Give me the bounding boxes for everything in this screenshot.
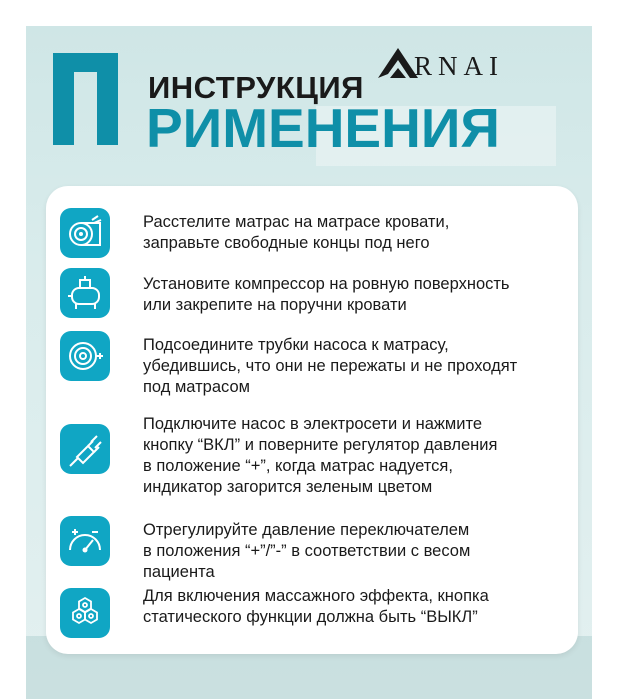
- mattress-roll-icon: [60, 208, 110, 258]
- instructions-card: [46, 186, 578, 654]
- step-line: в положения “+”/”-” в соответствии с весом: [143, 542, 471, 560]
- step-line: под матрасом: [143, 378, 250, 396]
- compressor-icon: [60, 268, 110, 318]
- step-2-text: [143, 274, 573, 316]
- step-6-text: [143, 586, 573, 628]
- logo-text: RNAI: [414, 51, 504, 81]
- title-line-2: РИМЕНЕНИЯ: [146, 97, 500, 159]
- step-4-text: [143, 414, 573, 498]
- massage-cells-icon: [60, 588, 110, 638]
- step-line: в положение “+”, когда матрас надуется,: [143, 457, 453, 475]
- step-5-text: [143, 520, 573, 583]
- step-3-text: [143, 335, 573, 398]
- step-line: Установите компрессор на ровную поверхность: [143, 275, 510, 293]
- pressure-gauge-icon: [60, 516, 110, 566]
- power-plug-icon: [60, 424, 110, 474]
- step-line: статического функции должна быть “ВЫКЛ”: [143, 608, 478, 626]
- step-line: Для включения массажного эффекта, кнопка: [143, 587, 489, 605]
- step-line: Подсоедините трубки насоса к матрасу,: [143, 336, 449, 354]
- step-line: пациента: [143, 563, 215, 581]
- step-line: индикатор загорится зеленым цветом: [143, 478, 433, 496]
- big-letter-p: [53, 53, 118, 145]
- hose-icon: [60, 331, 110, 381]
- step-1-text: [143, 212, 573, 254]
- step-line: кнопку “ВКЛ” и поверните регулятор давления: [143, 436, 498, 454]
- step-line: убедившись, что они не пережаты и не проходят: [143, 357, 518, 375]
- step-line: Расстелите матрас на матрасе кровати,: [143, 213, 450, 231]
- step-line: Отрегулируйте давление переключателем: [143, 521, 470, 539]
- step-line: или закрепите на поручни кровати: [143, 296, 407, 314]
- step-line: заправьте свободные концы под него: [143, 234, 430, 252]
- step-line: Подключите насос в электросети и нажмите: [143, 415, 483, 433]
- title-line-1: ИНСТРУКЦИЯ: [148, 70, 364, 105]
